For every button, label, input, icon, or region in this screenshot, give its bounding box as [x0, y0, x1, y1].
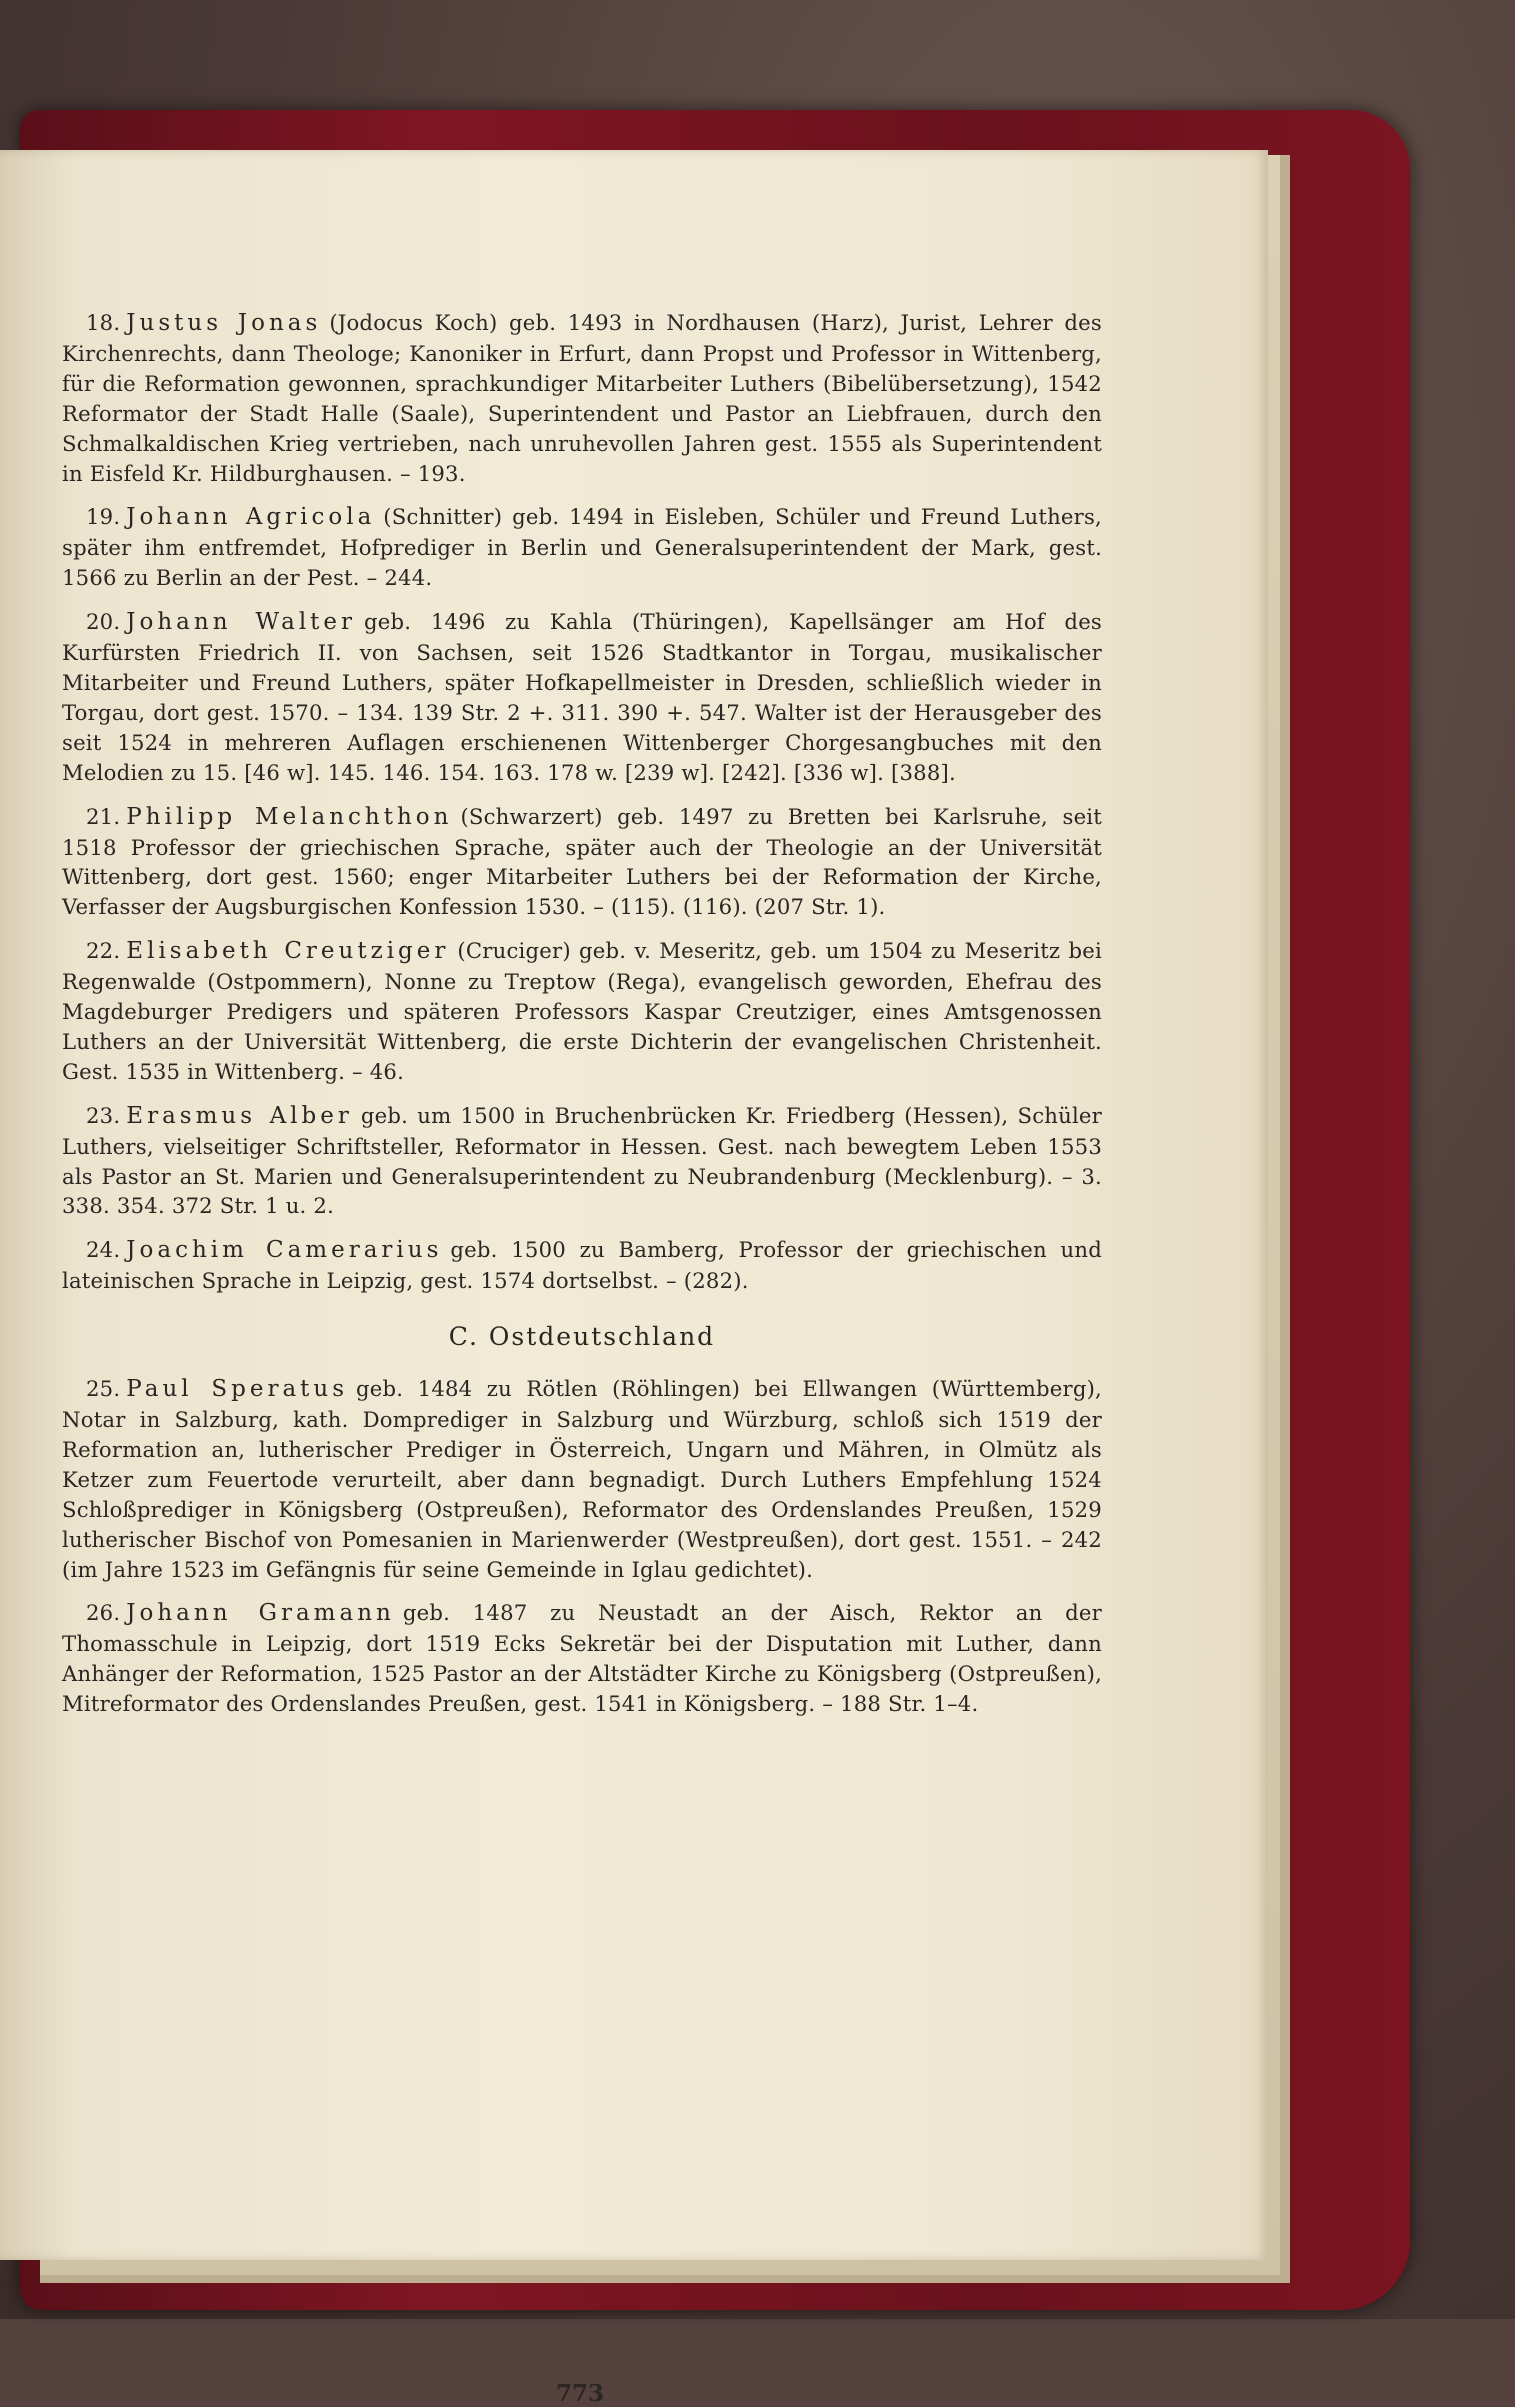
entry-19: [62, 502, 1102, 593]
entry-number: 18.: [86, 310, 121, 335]
entry-number: 23.: [86, 1102, 121, 1128]
entry-name: Johann Gramann: [126, 1600, 395, 1627]
entry-text: geb. 1487 zu Neustadt an der Aisch, Rektor an der Thomasschule in Leipzig, dort 1519 Ecks Sekretär bei der Disputation mit Luther, dann Anhänger der Reformation, 1525 Pastor an der Altstädter Kirche zu Königsberg (Ostpreußen), Mitreformator des Ordenslandes Preußen, gest. 1541 in Königsberg. – 188 Str. 1–4.: [62, 1600, 1102, 1717]
entry-name: Johann Agricola: [126, 504, 376, 531]
entry-text: geb. 1500 zu Bamberg, Professor der griechischen und lateinischen Sprache in Leipzig, gest. 1574 dortselbst. – (282).: [62, 1237, 1102, 1294]
page-number: 773: [555, 2380, 604, 2407]
entry-number: 21.: [86, 803, 121, 829]
entry-name: Erasmus Alber: [126, 1102, 353, 1129]
entry-text: (Schnitter) geb. 1494 in Eisleben, Schüler und Freund Luthers, später ihm entfremdet, Hofprediger in Berlin und Generalsuperintendent der Mark, gest. 1566 zu Berlin an der Pest. – 244.: [62, 504, 1102, 591]
section-heading: C. Ostdeutschland: [448, 1322, 716, 1352]
book-page: [0, 150, 1268, 2407]
entry-name: Justus Jonas: [126, 310, 322, 336]
entry-text: (Cruciger) geb. v. Meseritz, geb. um 1504 zu Meseritz bei Regenwalde (Ostpommern), Nonne zu Treptow (Rega), evangelisch geworden, Ehefrau des Magdeburger Predigers und späteren Professors Kaspar Creutziger, eines Amtsgenossen Luthers an der Universität Wittenberg, die erste Dichterin der evangelischen Christenheit. Gest. 1535 in Wittenberg. – 46.: [62, 938, 1102, 1084]
entry-22: [62, 936, 1102, 1087]
entry-text: (Schwarzert) geb. 1497 zu Bretten bei Karlsruhe, seit 1518 Professor der griechischen Sprache, später auch der Theologie an der Universität Wittenberg, dort gest. 1560; enger Mitarbeiter Luthers bei der Reformation der Kirche, Verfasser der Augsburgischen Konfession 1530. – (115). (116). (207 Str. 1).: [62, 803, 1102, 920]
entry-number: 24.: [86, 1237, 121, 1263]
entry-21: [62, 802, 1102, 923]
entry-name: Paul Speratus: [126, 1376, 349, 1403]
entry-25: [62, 1374, 1102, 1584]
entry-name: Philipp Melanchthon: [126, 803, 453, 830]
entry-name: Johann Walter: [126, 609, 357, 636]
entry-number: 19.: [86, 504, 121, 530]
entry-26: [62, 1598, 1102, 1719]
entry-text: geb. um 1500 in Bruchenbrücken Kr. Friedberg (Hessen), Schüler Luthers, vielseitiger Schriftsteller, Reformator in Hessen. Gest. nach bewegtem Leben 1553 als Pastor an St. Marien und Generalsuperintendent zu Neubrandenburg (Mecklenburg). – 3. 338. 354. 372 Str. 1 u. 2.: [62, 1102, 1102, 1219]
entry-text: geb. 1496 zu Kahla (Thüringen), Kapellsänger am Hof des Kurfürsten Friedrich II. von Sachsen, seit 1526 Stadtkantor in Torgau, musikalischer Mitarbeiter und Freund Luthers, später Hofkapellmeister in Dresden, schließlich wieder in Torgau, dort gest. 1570. – 134. 139 Str. 2 +. 311. 390 +. 547. Walter ist der Herausgeber des seit 1524 in mehreren Auflagen erschienenen Wittenberger Chorgesangbuches mit den Melodien zu 15. [46 w]. 145. 146. 154. 163. 178 w. [239 w]. [242]. [336 w]. [388].: [62, 609, 1103, 785]
entry-23: [62, 1101, 1102, 1222]
entry-text: geb. 1484 zu Rötlen (Röhlingen) bei Ellwangen (Württemberg), Notar in Salzburg, kath. Domprediger in Salzburg und Würzburg, schloß sich 1519 der Reformation an, lutherischer Prediger in Österreich, Ungarn und Mähren, in Olmütz als Ketzer zum Feuertode verurteilt, aber dann begnadigt. Durch Luthers Empfehlung 1524 Schloßprediger in Königsberg (Ostpreußen), Reformator des Ordenslandes Preußen, 1529 lutherischer Bischof von Pomesanien in Marienwerder (Westpreußen), dort gest. 1551. – 242 (im Jahre 1523 im Gefängnis für seine Gemeinde in Iglau gedichtet).: [62, 1376, 1102, 1582]
entry-number: 26.: [86, 1600, 121, 1626]
entry-20: [62, 607, 1102, 787]
entry-number: 22.: [86, 938, 121, 964]
entry-24: [62, 1235, 1102, 1296]
entry-18: [62, 308, 1102, 488]
entry-name: Elisabeth Creutziger: [126, 938, 450, 965]
entry-text: (Jodocus Koch) geb. 1493 in Nordhausen (Harz), Jurist, Lehrer des Kirchenrechts, dann Theologe; Kanoniker in Erfurt, dann Propst und Professor in Wittenberg, für die Reformation gewonnen, sprachkundiger Mitarbeiter Luthers (Bibelübersetzung), 1542 Reformator der Stadt Halle (Saale), Superintendent und Pastor an Liebfrauen, durch den Schmalkaldischen Krieg vertrieben, nach unruhevollen Jahren gest. 1555 als Superintendent in Eisfeld Kr. Hildburghausen. – 193.: [62, 310, 1102, 486]
entry-name: Joachim Camerarius: [126, 1237, 443, 1264]
entry-number: 20.: [86, 609, 121, 635]
entry-number: 25.: [86, 1376, 121, 1402]
text-block: [62, 308, 1102, 1733]
